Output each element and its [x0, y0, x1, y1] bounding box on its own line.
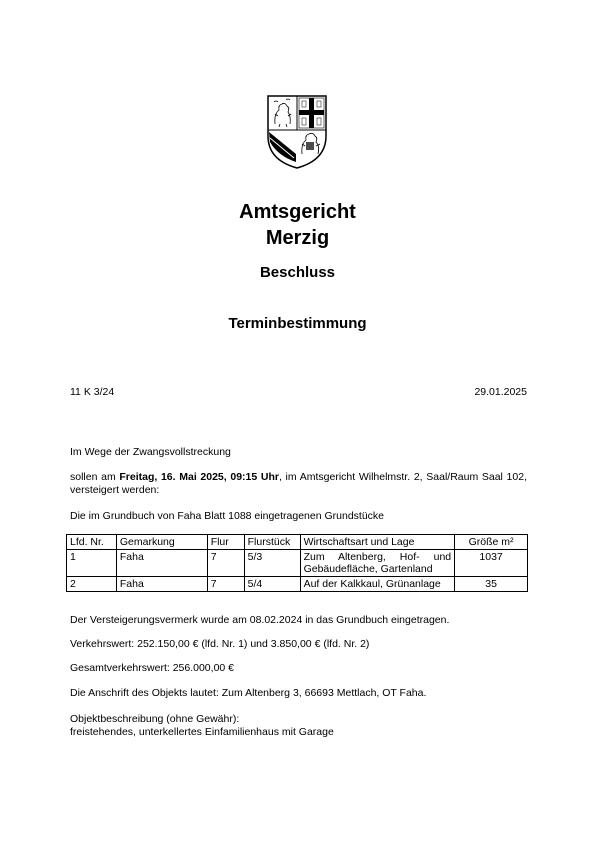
cell-district: Faha	[116, 550, 207, 577]
property-description: freistehendes, unterkellertes Einfamilienhaus mit Garage	[70, 726, 334, 738]
market-value: Verkehrswert: 252.150,00 € (lfd. Nr. 1) und 3.850,00 € (lfd. Nr. 2)	[70, 638, 370, 650]
auction-prefix: sollen am	[70, 471, 120, 483]
total-market-value: Gesamtverkehrswert: 256.000,00 €	[70, 662, 235, 674]
cell-section: 7	[207, 550, 244, 577]
cell-usage: Auf der Kalkkaul, Grünanlage	[300, 577, 455, 592]
col-header-section: Flur	[207, 535, 244, 550]
col-header-usage: Wirtschaftsart und Lage	[300, 535, 455, 550]
court-location: Merzig	[265, 227, 330, 249]
auction-suffix: , im Amtsgericht Wilhelmstr. 2, Saal/Raum Saal 102, versteigert werden:	[70, 471, 527, 496]
cell-index: 1	[67, 550, 117, 577]
cell-size: 1037	[455, 550, 528, 577]
court-name: Amtsgericht	[239, 201, 356, 223]
col-header-district: Gemarkung	[116, 535, 207, 550]
cell-usage: Zum Altenberg, Hof- und Gebäudefläche, Gartenland	[300, 550, 455, 577]
plots-intro: Die im Grundbuch von Faha Blatt 1088 eingetragenen Grundstücke	[70, 510, 385, 522]
cell-section: 7	[207, 577, 244, 592]
file-number: 11 K 3/24	[70, 386, 115, 398]
property-address: Die Anschrift des Objekts lautet: Zum Altenberg 3, 66693 Mettlach, OT Faha.	[70, 687, 427, 699]
cell-parcel: 5/3	[244, 550, 300, 577]
coat-of-arms-icon	[266, 94, 328, 170]
col-header-parcel: Flurstück	[244, 535, 300, 550]
cell-parcel: 5/4	[244, 577, 300, 592]
cell-district: Faha	[116, 577, 207, 592]
table-row	[67, 550, 528, 577]
document-subject: Terminbestimmung	[228, 315, 367, 332]
register-note: Der Versteigerungsvermerk wurde am 08.02.2024 in das Grundbuch eingetragen.	[70, 614, 450, 626]
document-date: 29.01.2025	[474, 386, 527, 398]
plots-table	[66, 534, 528, 592]
cell-index: 2	[67, 577, 117, 592]
description-label: Objektbeschreibung (ohne Gewähr):	[70, 713, 240, 725]
table-header-row	[67, 535, 528, 550]
auction-paragraph	[70, 471, 527, 497]
intro-text: Im Wege der Zwangsvollstreckung	[70, 446, 231, 458]
auction-datetime: Freitag, 16. Mai 2025, 09:15 Uhr	[119, 471, 279, 483]
document-type: Beschluss	[259, 264, 336, 281]
col-header-size: Größe m²	[455, 535, 528, 550]
col-header-index: Lfd. Nr.	[67, 535, 117, 550]
cell-size: 35	[455, 577, 528, 592]
table-row	[67, 577, 528, 592]
